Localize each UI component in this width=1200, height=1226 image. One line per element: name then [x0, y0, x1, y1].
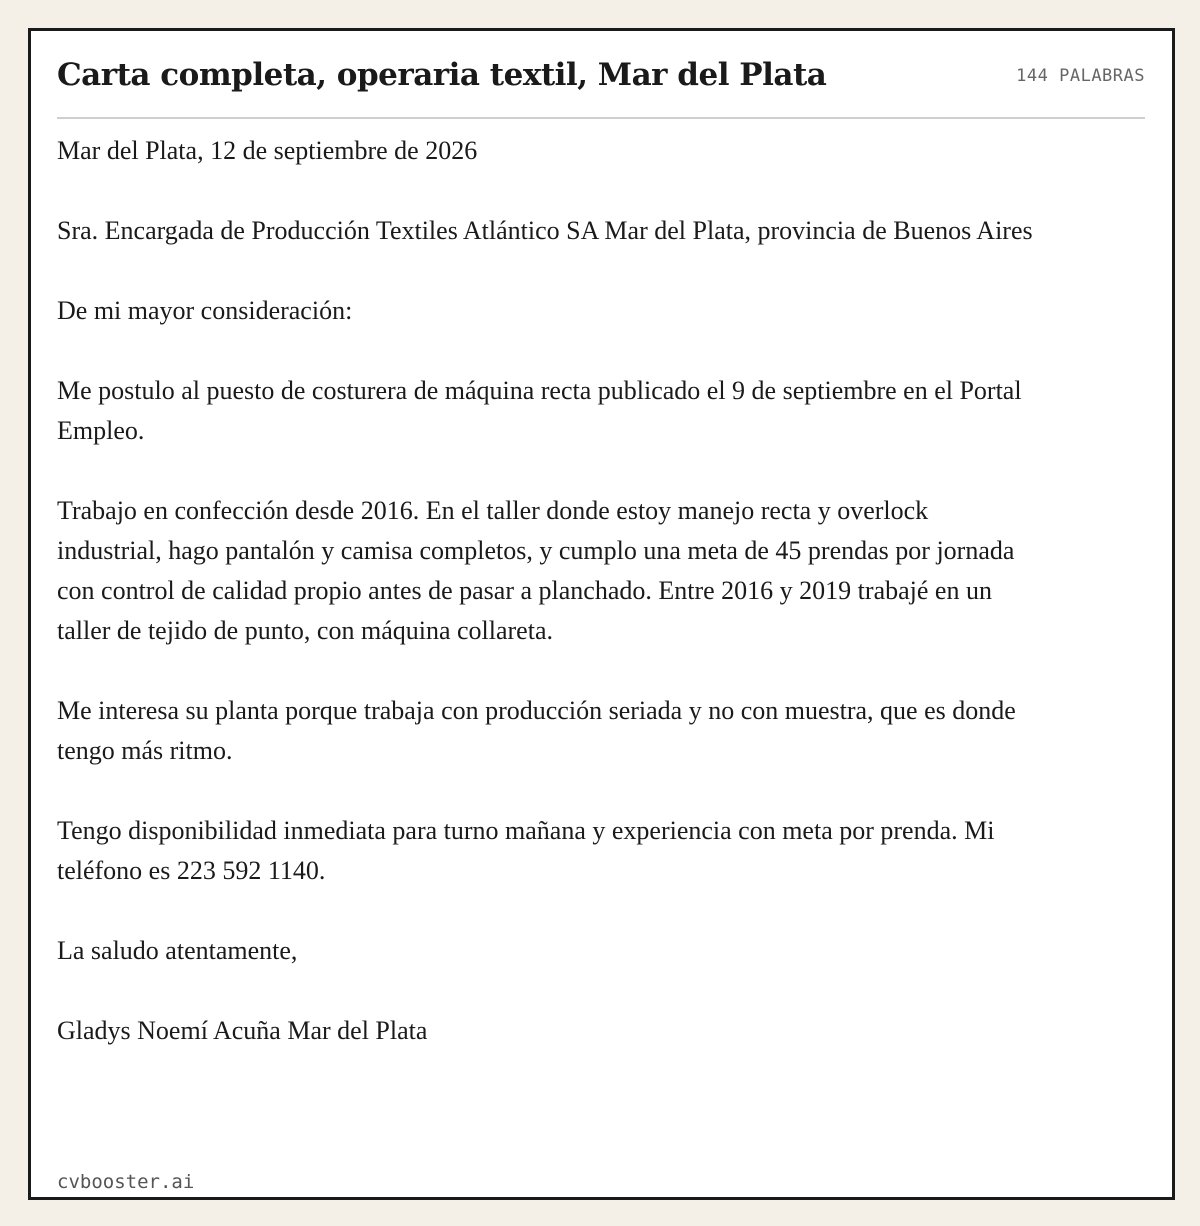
word-count-badge: 144 PALABRAS — [1016, 66, 1145, 86]
cover-letter-card — [28, 28, 1175, 1200]
document-title: Carta completa, operaria textil, Mar del Plata — [57, 57, 827, 93]
letter-closing: La saludo atentamente, — [57, 936, 298, 965]
letter-body — [57, 131, 1037, 1091]
footer-brand: cvbooster.ai — [57, 1171, 195, 1193]
letter-date-line: Mar del Plata, 12 de septiembre de 2026 — [57, 136, 478, 165]
letter-paragraph-availability: Tengo disponibilidad inmediata para turno mañana y experiencia con meta por prenda. Mi teléfono es 223 592 1140. — [57, 816, 995, 885]
letter-signature: Gladys Noemí Acuña Mar del Plata — [57, 1016, 428, 1045]
header-divider — [57, 117, 1145, 119]
letter-salutation: De mi mayor consideración: — [57, 296, 353, 325]
letter-recipient: Sra. Encargada de Producción Textiles Atlántico SA Mar del Plata, provincia de Buenos Aires — [57, 216, 1033, 245]
document-header — [57, 51, 1145, 119]
letter-paragraph-motivation: Me interesa su planta porque trabaja con producción seriada y no con muestra, que es donde tengo más ritmo. — [57, 696, 1016, 765]
letter-paragraph-experience: Trabajo en confección desde 2016. En el taller donde estoy manejo recta y overlock industrial, hago pantalón y camisa completos, y cumplo una meta de 45 prendas por jornada con control de calidad propio antes de pasar a planchado. Entre 2016 y 2019 trabajé en un taller de tejido de punto, con máquina collareta. — [57, 496, 1015, 645]
letter-paragraph-intro: Me postulo al puesto de costurera de máquina recta publicado el 9 de septiembre en el Portal Empleo. — [57, 376, 1022, 445]
